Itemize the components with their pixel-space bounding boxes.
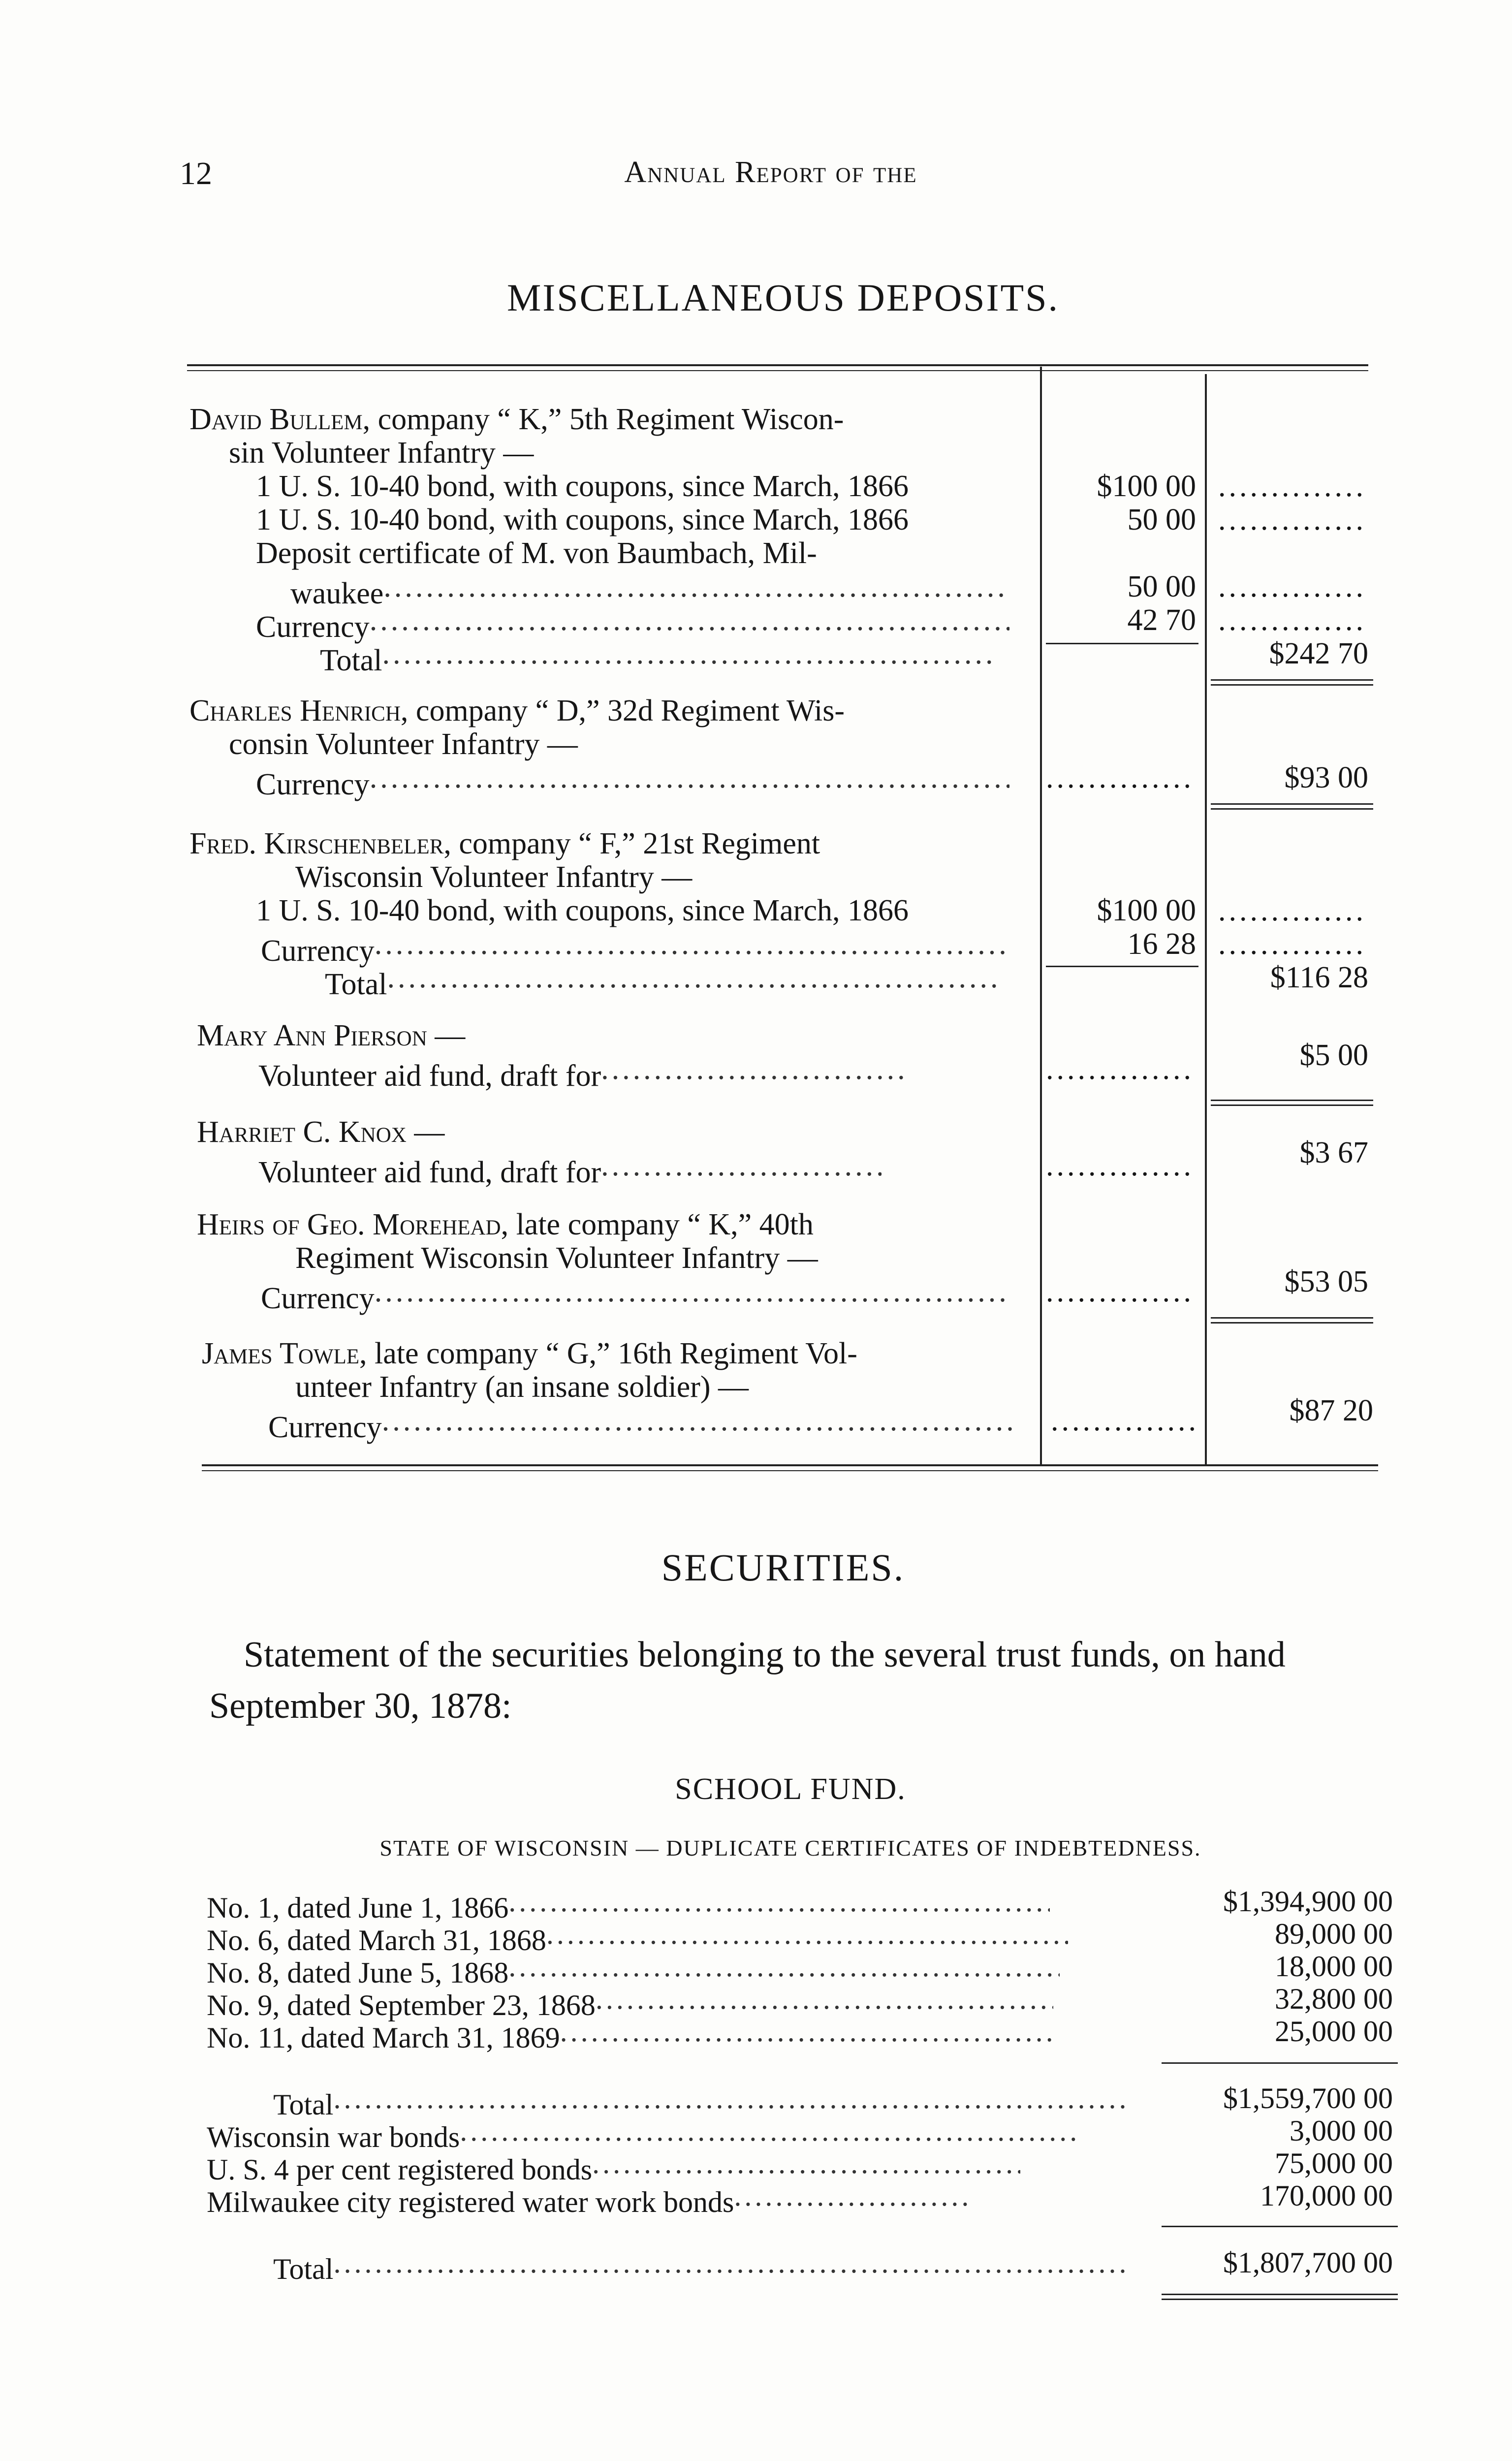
entry-item-amount: $100 00 bbox=[1097, 894, 1196, 927]
leader-dots bbox=[370, 761, 1009, 794]
entry-item: 1 U. S. 10-40 bond, with coupons, since March, 1866 bbox=[256, 503, 909, 536]
total-rule bbox=[1211, 803, 1373, 805]
leader-dots bbox=[375, 927, 1009, 961]
running-title: Annual Report of the bbox=[624, 156, 917, 189]
leader-dots bbox=[1218, 503, 1366, 536]
entry-name: Mary Ann Pierson bbox=[197, 1019, 427, 1052]
entry-item-label: Total bbox=[320, 644, 382, 677]
entry-item-amount: 42 70 bbox=[1127, 603, 1196, 637]
entry-total: $116 28 bbox=[1270, 961, 1368, 994]
entry-total: $242 70 bbox=[1269, 637, 1368, 670]
leader-dots bbox=[508, 1885, 1050, 1918]
leader-dots bbox=[333, 2082, 1131, 2114]
top-rule-thin bbox=[187, 370, 1368, 371]
entry-total: $93 00 bbox=[1284, 761, 1368, 794]
entry-item: Deposit certificate of M. von Baumbach, Mil- bbox=[256, 536, 817, 570]
leader-dots bbox=[560, 2015, 1052, 2048]
entry-item: 1 U. S. 10-40 bond, with coupons, since March, 1866 bbox=[256, 470, 909, 503]
bond-row bbox=[207, 2179, 970, 2218]
final-rule bbox=[1162, 2294, 1398, 2295]
entry-item-label: Currency bbox=[261, 1282, 375, 1315]
leader-dots bbox=[460, 2114, 1080, 2147]
entry-item bbox=[268, 1404, 1017, 1444]
entry-desc-cont: Regiment Wisconsin Volunteer Infantry — bbox=[295, 1241, 818, 1275]
entry-heading bbox=[197, 1208, 814, 1241]
entry-heading bbox=[189, 694, 845, 727]
entry-heading bbox=[202, 1337, 857, 1370]
bottom-rule-thin bbox=[202, 1470, 1378, 1471]
entry-name: Fred. Kirschenbeler, bbox=[189, 827, 451, 860]
total-rule bbox=[1211, 679, 1373, 681]
total-rule bbox=[1211, 1104, 1373, 1106]
certificate-amount: 89,000 00 bbox=[1275, 1918, 1393, 1950]
total-rule bbox=[1211, 1100, 1373, 1101]
leader-dots bbox=[1046, 1052, 1194, 1086]
leader-dots bbox=[601, 1149, 882, 1182]
entry-item bbox=[325, 961, 998, 1001]
securities-intro: Statement of the securities belonging to the several trust funds, on hand September 30, 1878: bbox=[209, 1635, 1286, 1726]
leader-dots bbox=[1218, 570, 1366, 603]
leader-dots bbox=[1046, 1275, 1194, 1308]
certificate-amount: 32,800 00 bbox=[1275, 1983, 1393, 2015]
entry-desc: late company “ G,” 16th Regiment Vol- bbox=[375, 1337, 857, 1370]
entry-item-amount: $100 00 bbox=[1097, 470, 1196, 503]
entry-desc: — bbox=[414, 1115, 445, 1149]
column-divider-1 bbox=[1040, 367, 1042, 1464]
entry-item-label: Volunteer aid fund, draft for bbox=[258, 1059, 601, 1093]
bond-label: Wisconsin war bonds bbox=[207, 2121, 460, 2153]
entry-heading bbox=[197, 1115, 444, 1149]
subtotal-amount: $1,559,700 00 bbox=[1223, 2082, 1393, 2114]
entry-name: James Towle, bbox=[202, 1337, 367, 1370]
leader-dots bbox=[1046, 1149, 1194, 1182]
bond-label: U. S. 4 per cent registered bonds bbox=[207, 2153, 593, 2186]
certificate-amount: $1,394,900 00 bbox=[1223, 1885, 1393, 1918]
school-fund-heading: SCHOOL FUND. bbox=[675, 1772, 906, 1806]
entry-item: 1 U. S. 10-40 bond, with coupons, since March, 1866 bbox=[256, 894, 909, 927]
entry-desc: — bbox=[435, 1019, 466, 1052]
certificate-label: No. 6, dated March 31, 1868 bbox=[207, 1924, 546, 1956]
total-rule bbox=[1211, 808, 1373, 810]
entry-total: $53 05 bbox=[1284, 1265, 1368, 1298]
entry-item-label: waukee bbox=[290, 577, 384, 610]
certificate-amount: 25,000 00 bbox=[1275, 2015, 1393, 2048]
entry-desc-cont: unteer Infantry (an insane soldier) — bbox=[295, 1370, 749, 1404]
entry-desc-cont: Wisconsin Volunteer Infantry — bbox=[295, 860, 693, 894]
entry-heading bbox=[189, 827, 820, 860]
leader-dots bbox=[370, 603, 1009, 637]
grand-total-amount: $1,807,700 00 bbox=[1223, 2246, 1393, 2279]
entry-desc-cont: consin Volunteer Infantry — bbox=[229, 727, 578, 761]
entry-heading bbox=[189, 403, 844, 436]
leader-dots bbox=[1218, 927, 1366, 961]
leader-dots bbox=[387, 961, 998, 994]
total-rule bbox=[1211, 684, 1373, 686]
entry-item-label: Total bbox=[325, 968, 387, 1001]
entry-item-label: Currency bbox=[261, 934, 375, 968]
certificate-label: No. 11, dated March 31, 1869 bbox=[207, 2021, 560, 2054]
entry-name: Harriet C. Knox bbox=[197, 1115, 407, 1149]
entry-item-label: Currency bbox=[256, 610, 370, 644]
leader-dots bbox=[601, 1052, 906, 1086]
entry-item-amount: 16 28 bbox=[1127, 927, 1196, 961]
leader-dots bbox=[382, 1404, 1017, 1437]
certificates-caption: STATE OF WISCONSIN — DUPLICATE CERTIFICATES OF INDEBTEDNESS. bbox=[379, 1835, 1201, 1861]
entry-item-label: Currency bbox=[268, 1411, 382, 1444]
leader-dots bbox=[592, 2147, 1020, 2179]
top-rule bbox=[187, 364, 1368, 366]
total-rule bbox=[1211, 1317, 1373, 1319]
leader-dots bbox=[1218, 603, 1366, 637]
entry-heading bbox=[197, 1019, 465, 1052]
entry-item bbox=[261, 1275, 1009, 1315]
certificate-row bbox=[207, 2015, 1052, 2054]
entry-name: Heirs of Geo. Morehead, bbox=[197, 1208, 509, 1241]
entry-name: David Bullem, bbox=[189, 403, 371, 436]
certificate-amount: 18,000 00 bbox=[1275, 1950, 1393, 1983]
entry-desc-cont: sin Volunteer Infantry — bbox=[229, 436, 534, 470]
securities-title: SECURITIES. bbox=[661, 1546, 905, 1589]
leader-dots bbox=[734, 2179, 970, 2212]
entry-total: $87 20 bbox=[1289, 1394, 1373, 1427]
bottom-rule bbox=[202, 1464, 1378, 1466]
certificate-label: No. 9, dated September 23, 1868 bbox=[207, 1989, 596, 2021]
subtotal-label: Total bbox=[273, 2088, 334, 2121]
bond-amount: 170,000 00 bbox=[1260, 2179, 1393, 2212]
leader-dots bbox=[1046, 761, 1194, 794]
certificate-label: No. 1, dated June 1, 1866 bbox=[207, 1892, 509, 1924]
bond-amount: 75,000 00 bbox=[1275, 2147, 1393, 2179]
entry-total: $5 00 bbox=[1299, 1039, 1368, 1072]
leader-dots bbox=[375, 1275, 1009, 1308]
page-number: 12 bbox=[180, 156, 212, 191]
leader-dots bbox=[333, 2246, 1131, 2279]
entry-name: Charles Henrich, bbox=[189, 694, 409, 727]
certificate-label: No. 8, dated June 5, 1868 bbox=[207, 1956, 509, 1989]
leader-dots bbox=[1051, 1404, 1198, 1437]
leader-dots bbox=[508, 1950, 1060, 1983]
entry-desc: late company “ K,” 40th bbox=[516, 1208, 814, 1241]
leader-dots bbox=[546, 1918, 1068, 1950]
entry-item-amount: 50 00 bbox=[1127, 503, 1196, 536]
entry-item-label: Volunteer aid fund, draft for bbox=[258, 1156, 601, 1189]
entry-desc: company “ K,” 5th Regiment Wiscon- bbox=[378, 403, 844, 436]
entry-item-amount: 50 00 bbox=[1127, 570, 1196, 603]
entry-item bbox=[256, 761, 1009, 801]
sum-rule bbox=[1046, 643, 1198, 644]
entry-item bbox=[258, 1149, 882, 1189]
final-rule bbox=[1162, 2299, 1398, 2300]
grand-total-row bbox=[273, 2246, 1131, 2285]
grand-total-rule bbox=[1162, 2226, 1398, 2227]
leader-dots bbox=[1218, 470, 1366, 503]
entry-desc: company “ F,” 21st Regiment bbox=[459, 827, 820, 860]
misc-deposits-title: MISCELLANEOUS DEPOSITS. bbox=[506, 276, 1060, 319]
column-divider-2 bbox=[1205, 374, 1207, 1464]
entry-desc: company “ D,” 32d Regiment Wis- bbox=[415, 694, 845, 727]
leader-dots bbox=[596, 1983, 1053, 2015]
sum-rule bbox=[1046, 966, 1198, 967]
entry-item bbox=[258, 1052, 906, 1093]
leader-dots bbox=[1218, 894, 1366, 927]
entry-total: $3 67 bbox=[1299, 1136, 1368, 1169]
total-rule bbox=[1211, 1322, 1373, 1324]
bond-label: Milwaukee city registered water work bonds bbox=[207, 2186, 734, 2218]
entry-item bbox=[320, 637, 998, 677]
entry-item-label: Currency bbox=[256, 768, 370, 801]
leader-dots bbox=[382, 637, 998, 670]
leader-dots bbox=[383, 570, 1008, 603]
grand-total-label: Total bbox=[273, 2253, 334, 2285]
bond-amount: 3,000 00 bbox=[1290, 2114, 1393, 2147]
subtotal-rule bbox=[1162, 2062, 1398, 2064]
